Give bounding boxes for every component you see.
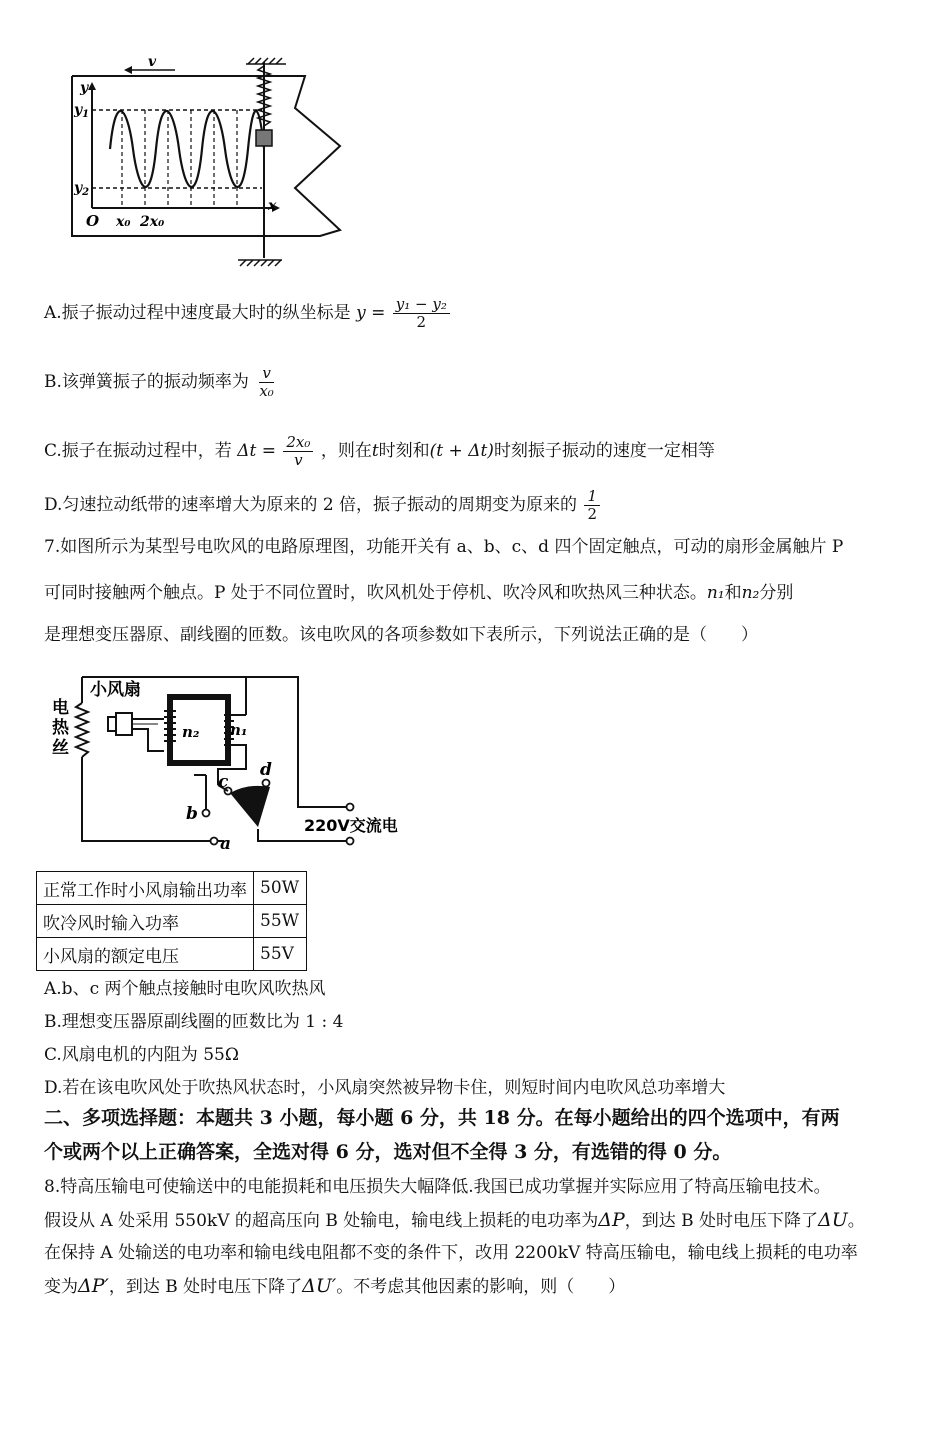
- q7-option-c: C.风扇电机的内阻为 55Ω: [44, 1045, 239, 1065]
- section-2-heading-1: 二、多项选择题：本题共 3 小题，每小题 6 分，共 18 分。在每小题给出的四个选项中，有两: [44, 1107, 840, 1129]
- contact-a: [211, 838, 218, 845]
- label-d: d: [260, 760, 272, 780]
- q8-line-1: 8.特高压输电可使输送中的电能损耗和电压损失大幅降低.我国已成功掌握并实际应用了特高压输电技术。: [44, 1177, 831, 1197]
- terminal-top: [347, 804, 354, 811]
- q6-option-d: D.匀速拉动纸带的速率增大为原来的 2 倍，振子振动的周期变为原来的 $\frac{1}{2}$: [44, 488, 602, 523]
- sector-contact: [230, 786, 270, 827]
- fraction: $\frac{1}{2}$: [584, 488, 600, 523]
- label-ac-source: 220V交流电: [304, 816, 398, 835]
- label-n2: n₂: [182, 723, 200, 741]
- label-origin: O: [86, 212, 100, 230]
- fan-blade: [108, 717, 116, 731]
- oscillator-figure: [50, 48, 370, 273]
- y-axis-arrow: [88, 82, 96, 90]
- contact-b: [203, 810, 210, 817]
- q7-option-a: A.b、c 两个触点接触时电吹风吹热风: [44, 979, 326, 999]
- ceiling-hatch: [246, 58, 286, 64]
- heater-coil: [76, 703, 88, 757]
- label-v: v: [148, 54, 157, 70]
- label-fan: 小风扇: [90, 680, 141, 700]
- label-2x0: 2x₀: [140, 214, 165, 230]
- fraction: $\frac{\text{2x₀}}{v}$: [283, 434, 313, 469]
- label-x0: x₀: [116, 214, 131, 230]
- q7-line-1: 7.如图所示为某型号电吹风的电路原理图，功能开关有 a、b、c、d 四个固定触点，可动的扇形金属触片 P: [44, 537, 844, 557]
- section-2-heading-2: 个或两个以上正确答案，全选对得 6 分，选对但不全得 3 分，有选错的得 0 分。: [44, 1141, 732, 1163]
- table-row: 吹冷风时输入功率 55W: [37, 905, 307, 938]
- hairdryer-circuit: [48, 665, 418, 855]
- wire-left-bottom: [82, 757, 212, 841]
- oscillator-mass: [256, 130, 272, 146]
- contact-d: [263, 780, 270, 787]
- table-row: 小风扇的额定电压 55V: [37, 938, 307, 971]
- label-heater-1: 电: [52, 698, 69, 718]
- table-row: 正常工作时小风扇输出功率 50W: [37, 872, 307, 905]
- q7-option-d: D.若在该电吹风处于吹热风状态时，小风扇突然被异物卡住，则短时间内电吹风总功率增大: [44, 1078, 726, 1098]
- label-y1: $y_1$: [74, 102, 90, 120]
- q7-option-b: B.理想变压器原副线圈的匝数比为 1 : 4: [44, 1012, 344, 1032]
- q7-line-2: 可同时接触两个触点。P 处于不同位置时，吹风机处于停机、吹冷风和吹热风三种状态。n₁和n₂分别: [44, 583, 794, 603]
- q8-line-2: 假设从 A 处采用 550kV 的超高压向 B 处输电，输电线上损耗的电功率为ΔP，到达 B 处时电压下降了ΔU。: [44, 1209, 865, 1231]
- floor-hatch: [238, 260, 282, 266]
- fan-motor: [116, 713, 132, 735]
- fraction: $\frac{\text{y₁ − y₂}}{2}$: [393, 296, 450, 331]
- q8-line-4: 变为ΔP′，到达 B 处时电压下降了ΔU′。不考虑其他因素的影响，则（ ）: [44, 1275, 626, 1297]
- paper-strip-border: [72, 76, 340, 236]
- q7-line-3: 是理想变压器原、副线圈的匝数。该电吹风的各项参数如下表所示，下列说法正确的是（ ）: [44, 625, 758, 645]
- q6-option-b: B.该弹簧振子的振动频率为 $\frac{v}{\text{x₀}}$: [44, 365, 279, 400]
- q6-option-c: C.振子在振动过程中，若 Δt = $\frac{\text{2x₀}}{v}$ ，则在t时刻和(t + Δt)时刻振子振动的速度一定相等: [44, 433, 715, 469]
- terminal-bottom: [347, 838, 354, 845]
- label-heater-2: 热: [52, 718, 69, 738]
- q8-line-3: 在保持 A 处输送的电功率和输电线电阻都不变的条件下，改用 2200kV 特高压输电，输电线上损耗的电功率: [44, 1243, 858, 1263]
- label-y2: $y_2$: [74, 180, 90, 198]
- label-n1: n₁: [230, 721, 248, 739]
- parameter-table: [36, 871, 307, 971]
- label-y: y: [80, 80, 89, 96]
- label-b: b: [186, 804, 198, 824]
- q6-option-a: A.振子振动过程中速度最大时的纵坐标是 y = $\frac{\text{y₁ − y₂}}{2}$: [44, 296, 452, 331]
- label-a: a: [220, 834, 232, 854]
- label-x: x: [268, 198, 277, 214]
- oscillation-curve: [110, 111, 264, 187]
- fraction: $\frac{v}{\text{x₀}}$: [259, 364, 274, 400]
- label-c: c: [218, 772, 229, 792]
- label-heater-3: 丝: [52, 738, 69, 758]
